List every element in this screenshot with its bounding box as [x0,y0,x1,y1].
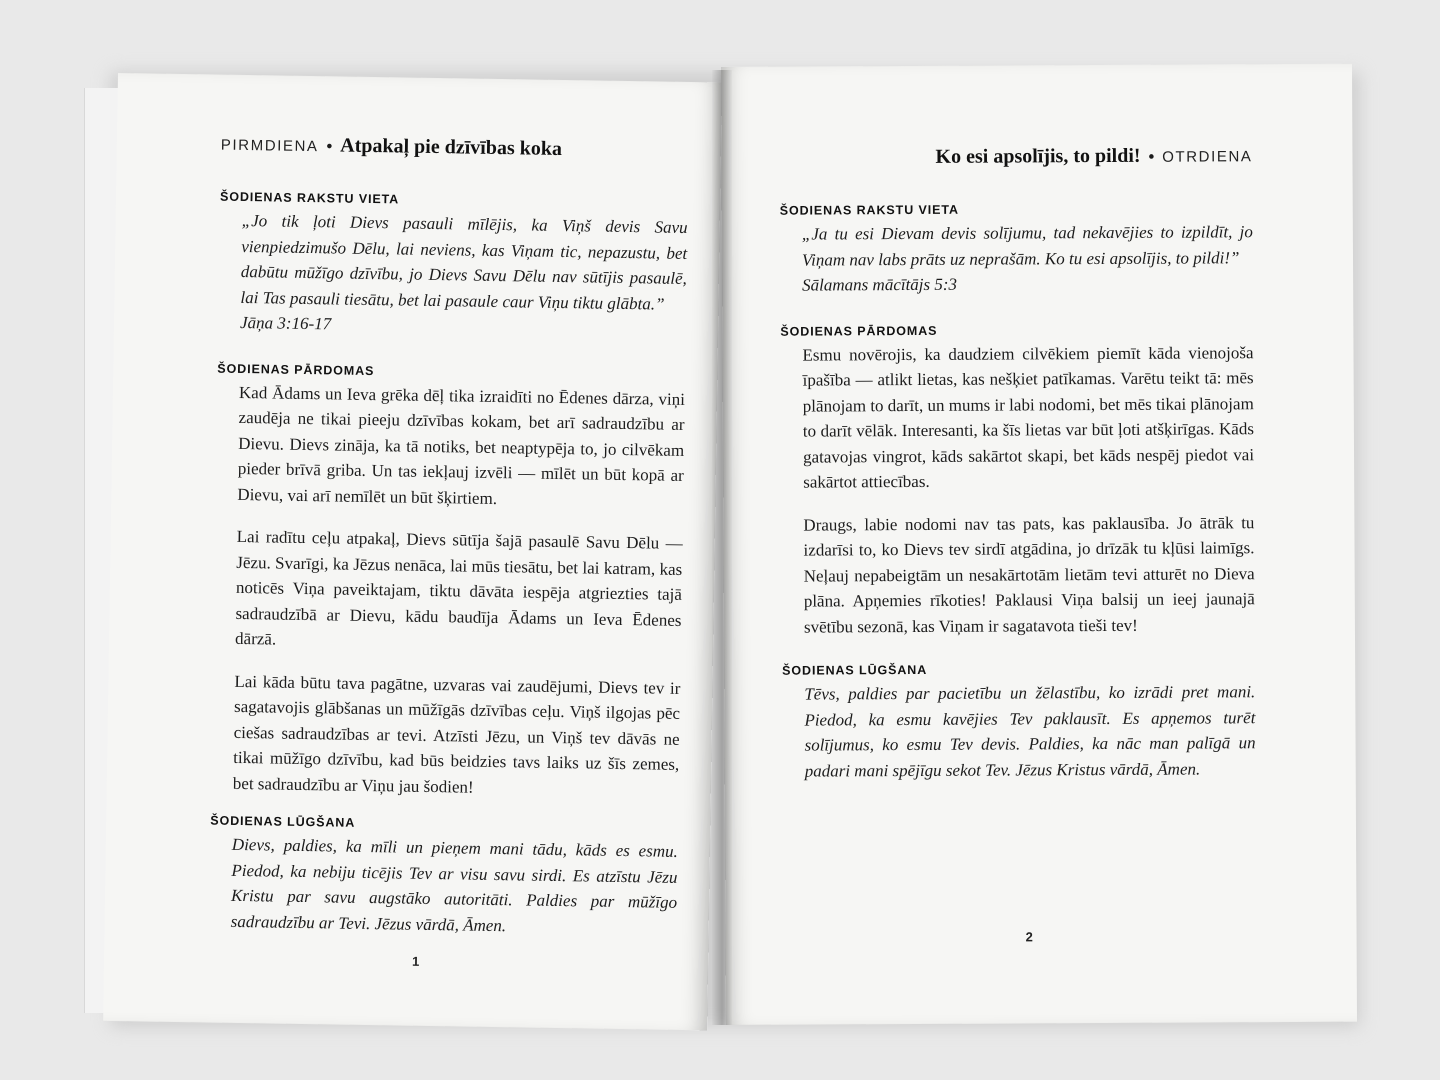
right-scripture-text: „Ja tu esi Dievam devis solījumu, tad nekavējies to izpildīt, jo Viņam nav labs prāts uz neprašām. Ko tu esi apsolījis, to pildi!” [801,222,1253,270]
right-page-number: 2 [1025,929,1033,945]
left-reflection-paragraph: Kad Ādams un Ieva grēka dēļ tika izraidīti no Ēdenes dārza, viņi zaudēja ne tikai pieeju dzīvības kokam, bet arī sadraudzību ar Dievu. Dievs zināja, ka tā notiks, bet neaptурēja to, jo cilvēkam pieder brīvā griba. Un tas iekļauj izvēli — mīlēt un būt kopā ar Dievu, vai arī nemīlēt un būt šķirtiem. [237,382,686,508]
left-prayer-label: ŠODIENAS LŪGŠANA [210,813,356,830]
left-reflection-block [211,379,685,803]
right-head-title: Ko esi apsolījis, to pildi! [935,144,1141,168]
right-scripture-label: ŠODIENAS RAKSTU VIETA [779,202,959,218]
left-page [103,73,722,1030]
right-scripture-block [780,219,1253,298]
left-prayer-text: Dievs, paldies, ka mīli un pieņem mani tādu, kāds es esmu. Piedod, ka nebiju ticējis Tev ar visu savu sirdi. Es atzīstu Jēzu Kristu par savu augstāko autoritāti. Paldies par mūžīgo sadraudzību ar Tevi. Jēzus vārdā, Āmen. [230,834,678,935]
left-head-bullet: • [326,138,333,156]
left-reflection-paragraph: Lai kāda būtu tava pagātne, uzvaras vai zaudējumi, Dievs tev ir sagatavojis glābšanas un mūžīgās dzīvības ceļu. Viņš ilgojas pēc ciešas sadraudzības ar tevi. Atzīsti Jēzu, un Viņš tev dāvās ne tikai mūžīgo dzīvību, kad būs beidzies tavs laiks uz šīs zemes, bet sadraudzību ar Viņu jau šodien! [232,671,681,797]
right-reflection-paragraph: Draugs, labie nodomi nav tas pats, kas paklausība. Jo ātrāk tu izdarīsi to, ko Dievs tev sirdī atgādina, jo drīzāk tu kļūsi laimīgs. Neļauj nepabeigtām un nesakārtotām lietām tevi atturēt no Dieva plāna. Apņemies rīkoties! Paklausi Viņa balsij un ieej jaunajā svētību sezonā, kas Viņam ir sagatavota tieši tev! [803,512,1255,637]
book-gutter [712,70,732,1025]
right-reflection-block [780,340,1255,640]
right-prayer-text: Tēvs, paldies par pacietību un žēlastību, ko izrādi pret mani. Piedod, ka esmu kavējies Tev paklausīt. Es apņemos turēt solījumus, ko esmu Tev devis. Paldies, ka nāc man palīgā un padari mani spējīgu sekot Tev. Jēzus Kristus vārdā, Āmen. [804,682,1256,781]
left-scripture-label: ŠODIENAS RAKSTU VIETA [219,189,400,207]
left-running-head [221,133,689,163]
right-reflection-label: ŠODIENAS PĀRDOMAS [780,323,938,339]
left-reflection-label: ŠODIENAS PĀRDOMAS [217,361,375,378]
right-head-day: OTRDIENA [1162,148,1253,166]
right-reflection-paragraph: Esmu novērojis, ka daudziem cilvēkiem piemīt kāda vienojoša īpašība — atlikt lietas, kas nešķiet patīkamas. Varētu teikt tā: mēs plānojam to darīt, un mums ir labi nodomi, bet mēs tikai plānojam to darīt vēlāk. Interesanti, ka šīs lietas var būt ļoti atšķirīgas. Kāds gatavojas vingrot, kāds sakārtot skapi, bet kāds nespēj piedot vai sakārtot attiecības. [802,342,1255,492]
left-page-number: 1 [411,953,420,969]
left-scripture-text: „Jo tik ļoti Dievs pasauli mīlējis, ka Viņš devis Savu vienpiedzimušo Dēlu, lai neviens, kas Viņam tic, nepazustu, bet dabūtu mūžīgo dzīvību, jo Dievs Savu Dēlu nav sūtījis pasaulē, lai Tas pasauli tiesātu, bet lai pasaule caur Viņu tiktu glābta.” [240,210,688,314]
right-head-bullet: • [1148,148,1155,166]
right-scripture-reference: Sālamans mācītājs 5:3 [802,274,958,295]
left-scripture-reference: Jāņa 3:16-17 [239,312,332,334]
right-running-head [779,144,1252,169]
right-page [721,64,1357,1025]
left-head-title: Atpakaļ pie dzīvības koka [340,134,563,160]
right-prayer-label: ŠODIENAS LŪGŠANA [782,662,928,678]
left-scripture-block [218,208,688,343]
left-reflection-paragraph: Lai radītu ceļu atpakaļ, Dievs sūtīja šajā pasaulē Savu Dēlu — Jēzu. Svarīgi, ka Jēzus nenāca, lai mūs tiesātu, bet lai katram, kas noticēs Viņa paveiktajam, tiktu dāvāta iespēja atgriezties tajā sadraudzībā ar Dievu, kādu baudīja Ādams un Ieva Ēdenes dārzā. [234,526,683,649]
left-head-day: PIRMDIENA [220,136,319,156]
